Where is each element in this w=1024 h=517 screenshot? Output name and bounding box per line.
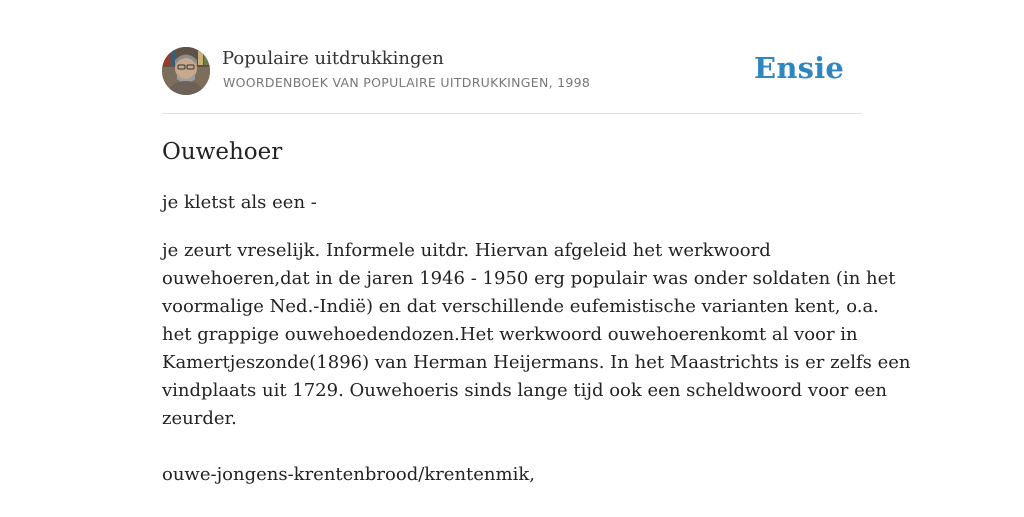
ensie-logo-link[interactable]: Ensie bbox=[754, 51, 844, 85]
definition-line: vindplaats uit 1729. Ouwehoeris sinds lange tijd ook een scheldwoord voor een bbox=[162, 380, 887, 401]
definition-line: je zeurt vreselijk. Informele uitdr. Hiervan afgeleid het werkwoord bbox=[162, 240, 771, 261]
definition-line: het grappige ouwehoedendozen.Het werkwoord ouwehoerenkomt al voor in bbox=[162, 324, 858, 345]
definition-line: Kamertjeszonde(1896) van Herman Heijermans. In het Maastrichts is er zelfs een bbox=[162, 352, 911, 373]
definition-line: ouwehoeren,dat in de jaren 1946 - 1950 erg populair was onder soldaten (in het bbox=[162, 268, 896, 289]
entry-body bbox=[162, 237, 911, 517]
related-paragraph bbox=[162, 461, 862, 489]
definition-line: zeurder. bbox=[162, 408, 237, 429]
source-header bbox=[162, 46, 862, 96]
definition-paragraph bbox=[162, 237, 911, 433]
author-portrait-icon bbox=[162, 47, 210, 95]
definition-line: voormalige Ned.-Indië) en dat verschillende eufemistische varianten kent, o.a. bbox=[162, 296, 879, 317]
header-divider bbox=[162, 113, 862, 114]
entry-subtitle: je kletst als een - bbox=[162, 192, 317, 213]
author-avatar[interactable] bbox=[162, 47, 210, 95]
source-subtitle: WOORDENBOEK VAN POPULAIRE UITDRUKKINGEN, 1998 bbox=[223, 75, 591, 90]
source-title[interactable]: Populaire uitdrukkingen bbox=[222, 48, 444, 69]
related-entry-text: ouwe-jongens-krentenbrood/krentenmik, bbox=[162, 464, 535, 485]
entry-title: Ouwehoer bbox=[162, 139, 283, 165]
entry-card bbox=[162, 46, 911, 485]
